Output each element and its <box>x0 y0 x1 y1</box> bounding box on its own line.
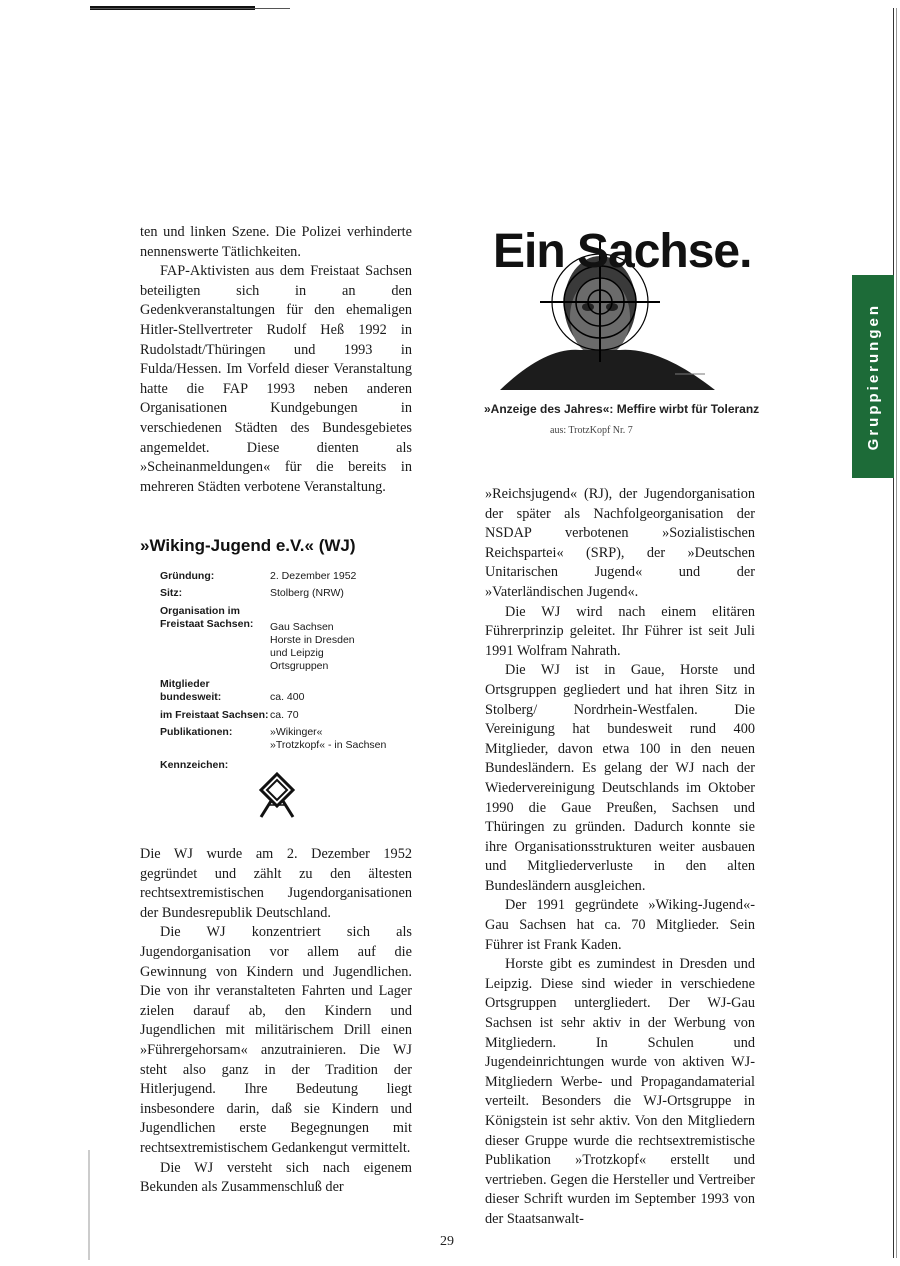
fact-row-organisation <box>160 644 420 657</box>
left-column-bottom-text <box>140 845 412 1198</box>
fact-label: Kennzeichen: <box>160 759 229 771</box>
paragraph: Die WJ wird nach einem elitären Führerprinzip geleitet. Ihr Führer ist seit Juli 1991 Wolfram Nahrath. <box>485 603 755 659</box>
image-source: aus: TrotzKopf Nr. 7 <box>550 425 633 436</box>
fact-value: »Wikinger« <box>270 726 323 738</box>
paragraph: Die WJ versteht sich nach eigenem Bekunden als Zusammenschluß der <box>140 1159 412 1196</box>
fact-row-organisation <box>160 657 420 678</box>
fact-row-organisation <box>160 631 420 644</box>
image-caption: »Anzeige des Jahres«: Meffire wirbt für Toleranz <box>484 402 760 416</box>
fact-row-mitglieder <box>160 691 420 709</box>
scan-shadow <box>88 1150 90 1260</box>
right-margin-rule <box>893 8 894 1258</box>
section-heading: »Wiking-Jugend e.V.« (WJ) <box>140 536 356 555</box>
fact-value: Horste in Dresden <box>270 634 355 646</box>
fact-value: 2. Dezember 1952 <box>270 570 357 582</box>
paragraph: Die WJ wurde am 2. Dezember 1952 gegründet und zählt zu den ältesten rechtsextremistischen Jugendorganisationen der Bundesrepublik Deutschland. <box>140 846 412 921</box>
paragraph: Horste gibt es zumindest in Dresden und Leipzig. Diese sind wieder in verschiedene Ortsgruppen untergliedert. Der WJ-Gau Sachsen ist sehr aktiv in der Werbung von Mitgliedern. In Schulen und Jugendeinrichtungen wurde von aktiven WJ-Mitgliedern Werbe- und Propagandamaterial verteilt. Besonders die WJ-Ortsgruppe in Königstein ist sehr aktiv. Von den Mitgliedern dieser Gruppe wurde die rechtsextremistische Publikation »Trotzkopf« erstellt und vertrieben. Gegen die Hersteller und Vertreiber dieser Schrift wurden im September 1993 von der Staatsanwalt- <box>485 956 755 1227</box>
fact-value: ca. 70 <box>270 709 299 721</box>
fact-label: Sitz: <box>160 587 183 599</box>
paragraph: »Reichsjugend« (RJ), der Jugendorganisation der später als Nachfolgeorganisation der NSDAP verbotenen »Sozialistischen Reichspartei« (SRP), der »Deutschen Unitarischen Jugend« und der »Vaterländischen Jugend«. <box>485 486 755 600</box>
fact-value: und Leipzig <box>270 647 324 659</box>
facts-table <box>160 570 420 773</box>
fact-row-organisation <box>160 618 420 631</box>
fact-row-kennzeichen <box>160 759 420 773</box>
fact-row-publikationen <box>160 739 420 759</box>
left-column-top-text <box>140 223 412 497</box>
fact-label: bundesweit: <box>160 691 222 703</box>
paragraph: ten und linken Szene. Die Polizei verhinderte nennenswerte Tätlichkeiten. <box>140 224 412 260</box>
top-rule-thin <box>90 8 290 9</box>
fact-value: ca. 400 <box>270 691 305 703</box>
fact-row-organisation <box>160 605 420 618</box>
fact-value: »Trotzkopf« - in Sachsen <box>270 739 387 751</box>
fact-row-sitz <box>160 587 420 605</box>
fact-label: Publikationen: <box>160 726 233 738</box>
paragraph: FAP-Aktivisten aus dem Freistaat Sachsen beteiligten sich in an den Gedenkveranstaltungen für den ehemaligen Hitler-Stellvertreter Rudolf Heß 1992 in Rudolstadt/Thüringen und 1993 in Fulda/Hessen. Im Vorfeld dieser Veranstaltung hatte die FAP 1993 neben anderen Organisationen Kundgebungen in verschiedenen Städten des Bundesgebietes angemeldet. Diese dienten als »Scheinanmeldungen« für die bereits in mehreren Städten verbotene Veranstaltung. <box>140 263 412 495</box>
odal-rune-emblem-icon <box>257 772 297 820</box>
fact-value: Ortsgruppen <box>270 660 329 672</box>
fact-label: Gründung: <box>160 570 215 582</box>
paragraph: Die WJ konzentriert sich als Jugendorganisation vor allem auf die Gewinnung von Kindern und Jugendlichen. Die von ihr veranstalteten Fahrten und Lager zielen darauf ab, den Kindern und Jugendlichen mit militärischem Drill einen »Führergehorsam« anzutrainieren. Die WJ steht also ganz in der Tradition der Hitlerjugend. Ihre Bedeutung liegt insbesondere darin, daß sie Kindern und Jugendlichen erste Begegnungen mit rechtsextremistischem Gedankengut vermittelt. <box>140 924 412 1156</box>
paragraph: Die WJ ist in Gaue, Horste und Ortsgruppen gegliedert und hat ihren Sitz in Stolberg/ Nordrhein-Westfalen. Die Vereinigung hat bundesweit rund 400 Mitglieder, davon etwa 100 in den neuen Bundesländern. Es gelang der WJ nach der Wiedervereinigung Deutschlands im Oktober 1990 die Gaue Preußen, Sachsen und Thüringen zu gründen. Dadurch konnte sie ihre Organisationsstrukturen weiter ausbauen und Mitgliederverluste in den alten Bundesländern ausgleichen. <box>485 662 755 894</box>
fact-row-mitglieder <box>160 678 420 691</box>
fact-row-freistaat <box>160 709 420 726</box>
fact-row-gruendung <box>160 570 420 587</box>
right-column-text <box>485 485 755 1230</box>
fact-label: Mitglieder <box>160 678 210 690</box>
fact-label: Freistaat Sachsen: <box>160 618 254 630</box>
advertisement-image <box>485 222 755 397</box>
paragraph: Der 1991 gegründete »Wiking-Jugend«-Gau Sachsen hat ca. 70 Mitglieder. Sein Führer ist Frank Kaden. <box>485 897 755 953</box>
fact-label: Organisation im <box>160 605 240 617</box>
fact-label: im Freistaat Sachsen: <box>160 709 269 721</box>
fact-value: Stolberg (NRW) <box>270 587 344 599</box>
advertisement-title: Ein Sachse. <box>493 225 752 278</box>
section-tab <box>852 275 894 478</box>
fact-row-publikationen <box>160 726 420 739</box>
page-number: 29 <box>440 1234 454 1249</box>
section-tab-label: Gruppierungen <box>864 302 882 451</box>
right-margin-rule-2 <box>896 8 897 1258</box>
fact-value: Gau Sachsen <box>270 621 334 633</box>
